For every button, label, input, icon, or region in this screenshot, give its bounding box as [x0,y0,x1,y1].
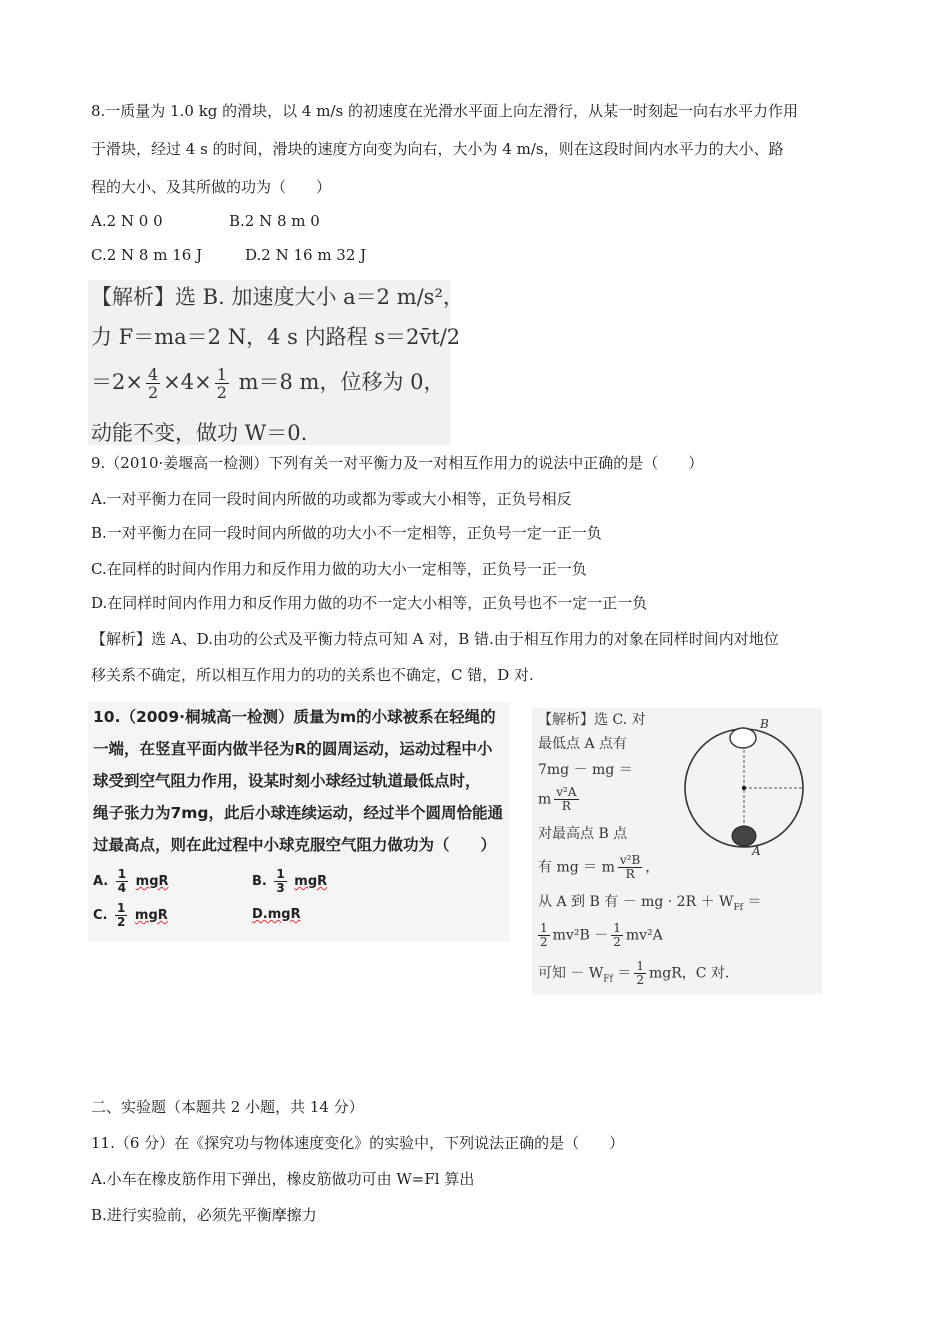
q10-sol-l8b: mv²A [625,927,663,944]
q8-solution-line3 [91,366,444,401]
q8-solution-line1: 【解析】选 B. 加速度大小 a＝2 m/s²， [91,285,464,309]
q10-option-b-fraction [274,868,286,895]
q10-sol-l7b: ＝ [743,894,762,910]
q8-solution-line4: 动能不变，做功 W＝0. [91,421,308,445]
q10-option-a-tail: mgR [135,874,169,889]
q11-option-a: A.小车在橡皮筋作用下弹出，橡皮筋做功可由 W=Fl 算出 [91,1170,475,1188]
q10-sol-half-1-num: 1 [540,921,548,935]
q10-solution-line5: 对最高点 B 点 [538,826,628,842]
q8-fraction-1-denominator: 2 [147,383,159,402]
q10-option-d [252,902,301,928]
q8-fraction-1-numerator: 4 [147,365,159,384]
q10-sol-l8a: mv²B － [552,927,609,944]
q10-solution-line4 [538,786,582,813]
q10-solution-line6 [538,854,659,881]
q8-option-a: A.2 N 0 0 [91,212,163,230]
q10-option-b-tail: mgR [294,874,328,889]
q10-option-c-fraction [115,902,127,929]
q10-option-c-denominator: 2 [117,915,126,929]
q10-sol-half-2-num: 1 [613,921,621,935]
q10-sol-half-3 [634,960,646,987]
label-a: A [752,844,761,858]
q10-solution-line9 [538,960,729,990]
q10-stem-line3: 球受到空气阻力作用，设某时刻小球经过轨道最低点时， [93,772,481,790]
q10-sol-half-1 [538,922,550,949]
center-point [742,786,746,790]
q8-stem-line2: 于滑块，经过 4 s 的时间，滑块的速度方向变为向右，大小为 4 m/s，则在这段时间内水平力的大小、路 [91,140,784,158]
q10-sol-l9-sub: Ff [603,974,613,985]
q9-option-a: A.一对平衡力在同一段时间内所做的功或都为零或大小相等，正负号相反 [91,490,572,508]
q10-option-c-tail: mgR [134,908,168,923]
q10-sol-va-num: v²A [556,785,577,799]
q10-solution-line7 [538,892,761,919]
q10-sol-half-3-den: 2 [636,973,644,987]
q10-sol-l9a: 可知 － W [538,965,604,982]
q10-sol-m: m [538,791,552,808]
q10-stem-line5: 过最高点，则在此过程中小球克服空气阻力做功为（ ） [93,836,497,854]
q8-fraction-1 [146,366,160,401]
q8-solution-line2: 力 F＝ma＝2 N，4 s 内路程 s＝2v̄t/2 [91,325,461,349]
q11-stem: 11.（6 分）在《探究功与物体速度变化》的实验中，下列说法正确的是（ ） [91,1134,625,1152]
q9-stem: 9.（2010·姜堰高一检测）下列有关一对平衡力及一对相互作用力的说法中正确的是（ ） [91,454,704,472]
q8-option-c: C.2 N 8 m 16 J [91,246,203,264]
q10-sol-l6b: ， [645,859,660,876]
q8-stem-line1: 8.一质量为 1.0 kg 的滑块，以 4 m/s 的初速度在光滑水平面上向左滑行，从某一时刻起一向右水平力作用 [91,102,798,120]
q10-sol-vb-den: R [625,867,635,881]
q10-option-b-denominator: 3 [276,881,285,895]
q10-sol-l9c: mgR，C 对. [648,965,730,982]
q10-sol-half-2-den: 2 [613,935,621,949]
q8-sol3-part-c: m＝8 m，位移为 0， [231,370,445,394]
q10-option-b-label: B. [252,874,267,889]
q10-option-b [252,868,327,895]
q9-solution-line2: 移关系不确定，所以相互作用力的功的关系也不确定，C 错，D 对. [91,666,534,684]
q10-solution-line1: 【解析】选 C. 对 [538,712,646,728]
q10-sol-half-2 [611,922,623,949]
q10-stem-line2: 一端，在竖直平面内做半径为R的圆周运动，运动过程中小 [93,740,493,758]
q10-option-a [93,868,169,895]
ball-top-b [730,728,756,748]
q11-option-b: B.进行实验前，必须先平衡摩擦力 [91,1206,317,1224]
q10-solution-line2: 最低点 A 点有 [538,736,628,752]
q9-solution-line1: 【解析】选 A、D.由功的公式及平衡力特点可知 A 对，B 错.由于相互作用力的对象在同样时间内对地位 [91,630,779,648]
q10-sol-fraction-va [554,786,578,813]
q10-sol-l6a: 有 mg ＝ m [538,859,615,876]
q10-sol-l9b: ＝ [612,965,632,982]
q8-option-b: B.2 N 8 m 0 [229,212,320,230]
q8-fraction-2 [215,366,229,401]
q10-stem-line4: 绳子张力为7mg，此后小球连续运动，经过半个圆周恰能通 [93,804,504,822]
q10-option-c-label: C. [93,908,108,923]
q10-sol-half-1-den: 2 [540,935,548,949]
q10-stem-line1: 10.（2009·桐城高一检测）质量为m的小球被系在轻绳的 [93,708,496,726]
label-b: B [760,717,769,731]
circular-motion-diagram [680,712,822,858]
q10-option-d-text: D.mgR [252,907,301,922]
q10-sol-l7-sub: Ff [733,902,744,913]
q8-sol3-part-a: ＝2× [91,370,143,394]
q10-sol-l7: 从 A 到 B 有 － mg · 2R ＋ W [538,894,734,910]
q10-sol-vb-num: v²B [619,853,641,867]
q10-option-a-fraction [116,868,128,895]
q10-option-c [93,902,168,929]
q10-sol-half-3-num: 1 [636,959,644,973]
q10-option-a-numerator: 1 [117,867,127,881]
q10-option-b-numerator: 1 [276,867,285,881]
q10-option-a-label: A. [93,874,109,889]
q10-sol-fraction-vb [618,854,642,881]
q10-solution-line3: 7mg － mg ＝ [538,762,633,778]
q9-option-c: C.在同样的时间内作用力和反作用力做的功大小一定相等，正负号一正一负 [91,560,587,578]
q8-sol3-part-b: ×4× [163,370,212,394]
ball-bottom-a [732,826,756,846]
q10-option-c-numerator: 1 [117,901,126,915]
q10-solution-line8 [538,922,663,949]
q9-option-d: D.在同样时间内作用力和反作用力做的功不一定大小相等，正负号也不一定一正一负 [91,594,648,612]
q8-option-d: D.2 N 16 m 32 J [245,246,367,264]
q8-fraction-2-numerator: 1 [216,365,227,384]
q8-stem-line3: 程的大小、及其所做的功为（ ） [91,178,332,196]
section2-heading: 二、实验题（本题共 2 小题，共 14 分） [91,1098,364,1116]
q9-option-b: B.一对平衡力在同一段时间内所做的功大小不一定相等，正负号一定一正一负 [91,524,602,542]
q8-fraction-2-denominator: 2 [216,383,227,402]
q10-option-a-denominator: 4 [117,881,127,895]
q10-sol-va-den: R [561,799,571,813]
